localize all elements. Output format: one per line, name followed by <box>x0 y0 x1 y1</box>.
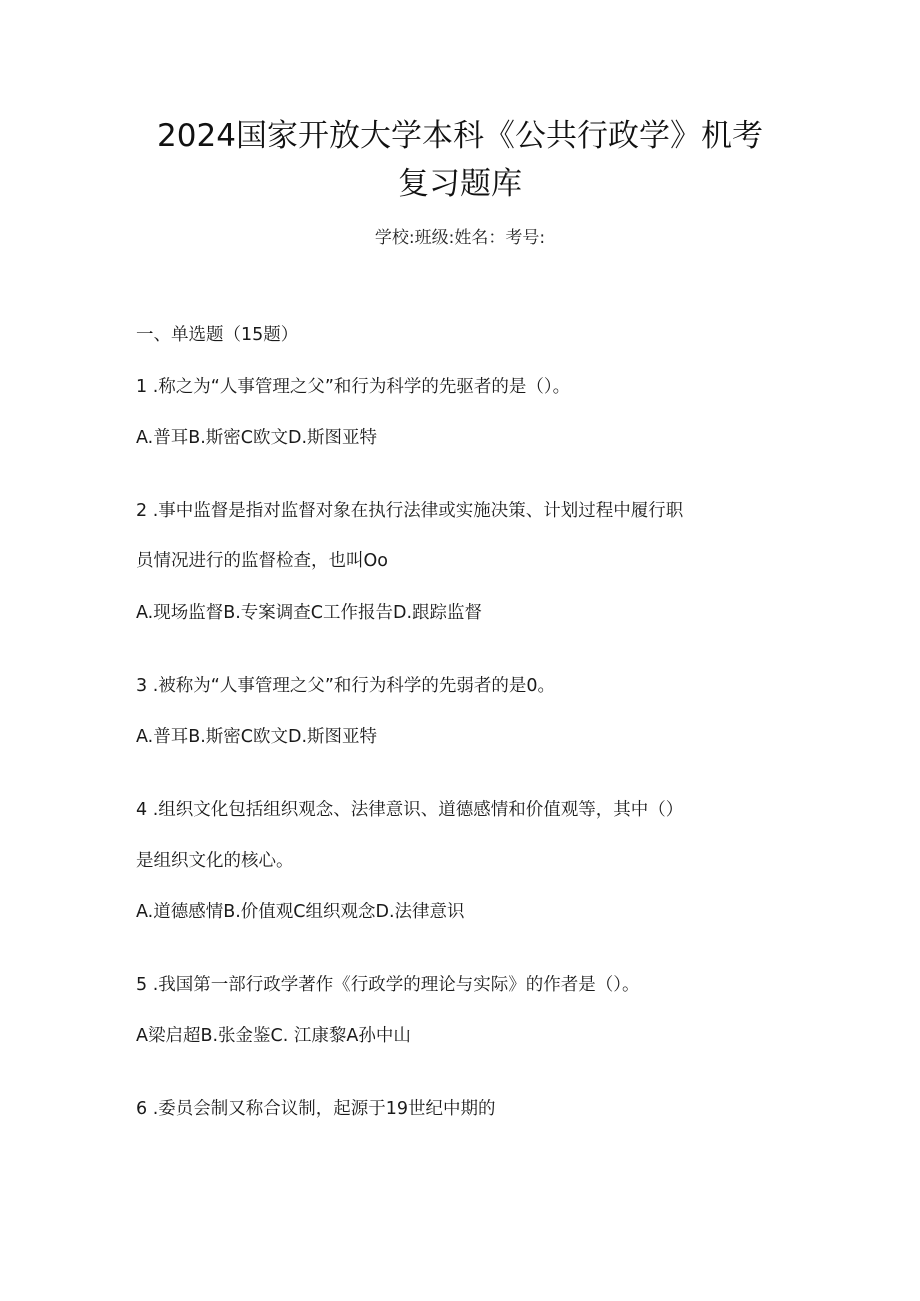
question-4-text-line-1: 4 .组织文化包括组织观念、法律意识、道德感情和价值观等，其中（） <box>136 800 684 820</box>
question-2-options: A.现场监督B.专案调查C工作报告D.跟踪监督 <box>136 603 483 623</box>
question-6-text: 6 .委员会制又称合议制，起源于19世纪中期的 <box>136 1099 496 1119</box>
document-title-line-2: 复习题库 <box>398 166 522 202</box>
question-5-options: A梁启超B.张金鉴C. 江康黎A孙中山 <box>136 1026 411 1046</box>
question-1-options: A.普耳B.斯密C欧文D.斯图亚特 <box>136 428 378 448</box>
question-2-text-line-1: 2 .事中监督是指对监督对象在执行法律或实施决策、计划过程中履行职 <box>136 501 684 521</box>
student-info-line: 学校:班级:姓名：考号: <box>374 228 546 248</box>
section-heading: 一、单选题（15题） <box>136 325 299 345</box>
document-title-line-1: 2024国家开放大学本科《公共行政学》机考 <box>157 118 763 154</box>
question-3-options: A.普耳B.斯密C欧文D.斯图亚特 <box>136 727 378 747</box>
question-2-text-line-2: 员情况进行的监督检查，也叫Oo <box>136 551 388 571</box>
question-4-options: A.道德感情B.价值观C组织观念D.法律意识 <box>136 902 465 922</box>
question-4-text-line-2: 是组织文化的核心。 <box>136 851 294 871</box>
question-3-text: 3 .被称为“人事管理之父”和行为科学的先弱者的是0。 <box>136 676 556 696</box>
question-1-text: 1 .称之为“人事管理之父”和行为科学的先驱者的是（）。 <box>136 377 571 397</box>
question-5-text: 5 .我国第一部行政学著作《行政学的理论与实际》的作者是（）。 <box>136 975 640 995</box>
